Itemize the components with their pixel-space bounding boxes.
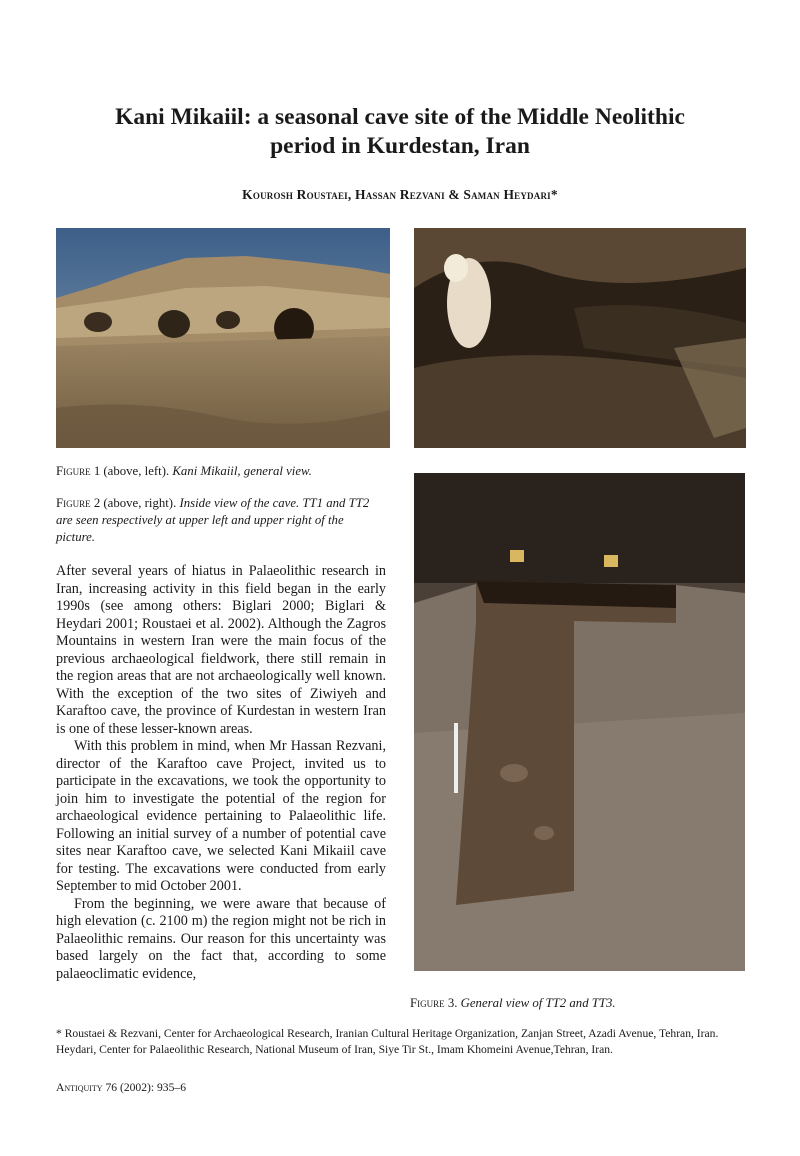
author-line <box>60 187 740 203</box>
figure-1-photo <box>56 228 390 448</box>
figure-1-text: Kani Mikaiil, general view. <box>172 464 312 478</box>
figure-2-text: Inside view of the cave. TT1 and TT2 are seen respectively at upper left and upper right of the picture. <box>56 496 370 544</box>
figure-1-label: Figure 1 <box>56 464 101 478</box>
figure-3-text: General view of TT2 and TT3. <box>460 996 616 1010</box>
figure-2-photo <box>414 228 746 448</box>
figure-2-caption <box>56 495 374 546</box>
title-line-1: Kani Mikaiil: a seasonal cave site of the Middle Neolithic <box>115 104 685 130</box>
figure-3-label: Figure 3. <box>410 996 458 1010</box>
figure-2-label: Figure 2 <box>56 496 101 510</box>
paragraph-1: After several years of hiatus in Palaeolithic research in Iran, increasing activity in this field began in the early 1990s (see among others: Biglari 2000; Biglari & Heydari 2001; Roustaei et al. 2002). Although the Zagros Mountains in western Iran were the main focus of the previous archaeological fieldwork, there still remain in the region areas that are not archaeologically well known. With the exception of the two sites of Ziwiyeh and Karaftoo cave, the province of Kurdestan in western Iran is one of these lesser-known areas. <box>56 563 386 737</box>
figure-1-position: (above, left). <box>103 464 170 478</box>
paragraph-2: With this problem in mind, when Mr Hassan Rezvani, director of the Karaftoo cave Project, invited us to participate in the excavations, we took the opportunity to join him to investigate the potential of the region for archaeological evidence pertaining to Palaeolithic life. Following an initial survey of a number of potential cave sites near Karaftoo cave, we selected Kani Mikaiil cave for testing. The excavations were conducted from early September to mid October 2001. <box>56 738 386 894</box>
figure-3-caption <box>410 995 745 1012</box>
figure-1-caption <box>56 463 386 480</box>
authors-text: Kourosh Roustaei, Hassan Rezvani & Saman Heydari* <box>242 187 558 202</box>
body-text <box>56 563 386 983</box>
title-line-2: period in Kurdestan, Iran <box>270 133 530 159</box>
figure-2-position: (above, right). <box>103 496 177 510</box>
journal-citation: Antiquity 76 (2002): 935–6 <box>56 1081 186 1094</box>
figure-3-photo <box>414 473 745 971</box>
footnote: * Roustaei & Rezvani, Center for Archaeological Research, Iranian Cultural Heritage Organization, Zanjan Street, Azadi Avenue, Tehran, Iran. Heydari, Center for Palaeolithic Research, National Museum of Iran, Siye Tir St., Imam Khomeini Avenue,Tehran, Iran. <box>56 1027 719 1056</box>
paper-title <box>60 103 740 161</box>
paragraph-3: From the beginning, we were aware that because of high elevation (c. 2100 m) the region might not be rich in Palaeolithic remains. Our reason for this uncertainty was based largely on the fact that, according to some palaeoclimatic evidence, <box>56 895 386 982</box>
